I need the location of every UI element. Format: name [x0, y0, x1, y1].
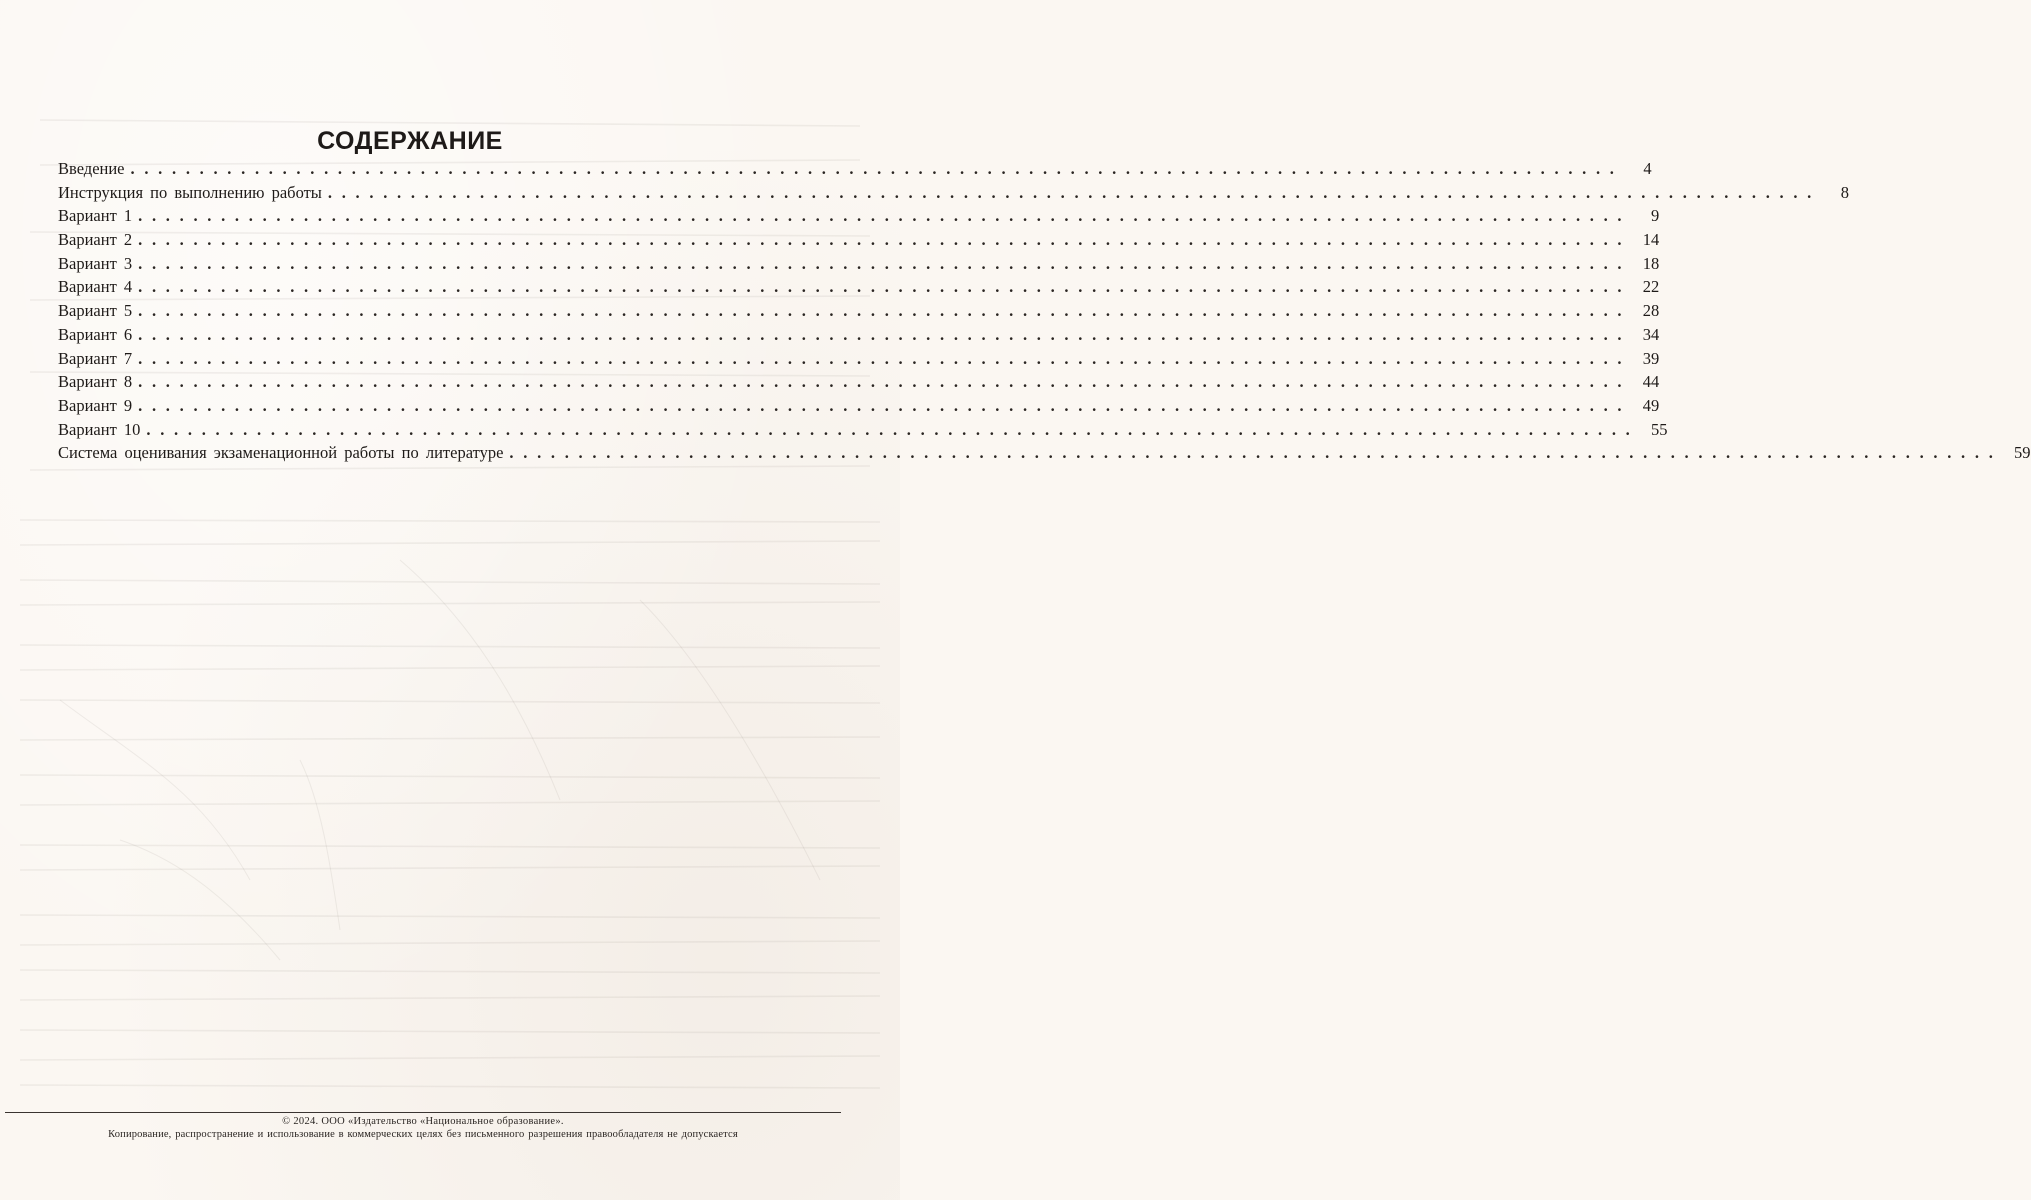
- toc-entry: [58, 252, 1660, 276]
- footer-divider: [5, 1112, 841, 1113]
- dot-leader: ............................................................................................................: [138, 230, 1632, 250]
- dot-leader: ............................................................................................................: [138, 206, 1632, 226]
- toc-entry: [58, 347, 1660, 371]
- dot-leader: ............................................................................................................: [138, 277, 1632, 297]
- toc-entry: [58, 157, 1652, 181]
- toc-entry-title: Вариант 10: [58, 419, 141, 439]
- dot-leader: ............................................................................................................: [138, 253, 1632, 273]
- toc-entry-title: Вариант 6: [58, 324, 133, 344]
- page-title: СОДЕРЖАНИЕ: [317, 126, 503, 155]
- toc-page-number: 34: [1642, 324, 1660, 344]
- toc-entry: [58, 204, 1660, 228]
- toc-entry: [58, 323, 1660, 347]
- toc-page-number: 8: [1840, 182, 1850, 202]
- toc-entry: [58, 275, 1660, 299]
- toc-entry-title: Вариант 2: [58, 230, 133, 250]
- toc-page-number: 14: [1642, 230, 1660, 250]
- dot-leader: ............................................................................................................: [138, 324, 1632, 344]
- toc-page-number: 49: [1642, 395, 1660, 415]
- toc-entry-title: Вариант 1: [58, 206, 133, 226]
- dot-leader: ............................................................................................................: [138, 395, 1632, 415]
- toc-entry: [58, 394, 1660, 418]
- dot-leader: ............................................................................................................: [327, 182, 1822, 202]
- toc-entry: [58, 418, 1668, 442]
- dot-leader: ............................................................................................................: [138, 301, 1632, 321]
- toc-entry: [58, 228, 1660, 252]
- toc-page-number: 4: [1643, 159, 1652, 178]
- dot-leader: ............................................................................................................: [509, 443, 2003, 463]
- toc-page-number: 55: [1651, 419, 1668, 439]
- toc-entry: [58, 441, 2031, 465]
- toc-page-number: 9: [1651, 206, 1660, 226]
- toc-entry-title: Инструкция по выполнению работы: [58, 182, 322, 202]
- toc-page-number: 18: [1642, 253, 1660, 273]
- toc-page-number: 39: [1642, 348, 1660, 368]
- toc-entry: [58, 181, 1850, 205]
- copyright-notice: Копирование, распространение и использование в коммерческих целях без письменного разрешения правообладателя не допускается: [108, 1129, 738, 1140]
- toc-entry-title: Вариант 9: [58, 395, 133, 415]
- toc-entry-title: Вариант 8: [58, 372, 133, 392]
- dot-leader: ............................................................................................................: [130, 159, 1624, 178]
- toc-entry-title: Вариант 7: [58, 348, 133, 368]
- dot-leader: ............................................................................................................: [146, 419, 1640, 439]
- toc-entry-title: Введение: [58, 159, 125, 178]
- toc-entry: [58, 299, 1660, 323]
- toc-entry-title: Система оценивания экзаменационной работы по литературе: [58, 443, 504, 463]
- toc-entry-title: Вариант 3: [58, 253, 133, 273]
- toc-page-number: 44: [1642, 372, 1660, 392]
- toc-entry-title: Вариант 5: [58, 301, 133, 321]
- table-of-contents: [58, 157, 2031, 465]
- dot-leader: ............................................................................................................: [138, 348, 1632, 368]
- dot-leader: ............................................................................................................: [138, 372, 1632, 392]
- copyright-line: © 2024. ООО «Издательство «Национальное образование».: [282, 1116, 564, 1127]
- toc-page-number: 22: [1642, 277, 1660, 297]
- toc-page-number: 59: [2014, 443, 2031, 463]
- toc-page-number: 28: [1642, 301, 1660, 321]
- toc-entry-title: Вариант 4: [58, 277, 133, 297]
- toc-entry: [58, 370, 1660, 394]
